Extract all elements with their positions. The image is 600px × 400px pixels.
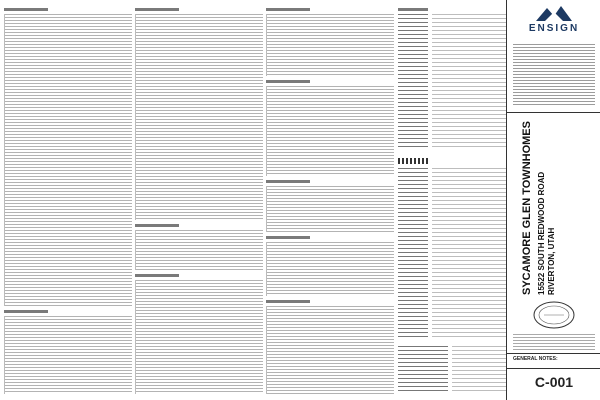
legend-symbols: [398, 168, 428, 338]
note-lines: [4, 316, 132, 394]
sheet-number: C-001: [534, 374, 574, 390]
project-city-state: RIVERTON, UTAH: [547, 227, 556, 295]
engineer-seal: [532, 300, 576, 335]
note-lines: [266, 86, 394, 176]
revision-block: [513, 334, 595, 352]
notes-area: [4, 8, 394, 396]
title-block: [506, 0, 600, 400]
logo-wordmark: ENSIGN: [528, 23, 580, 34]
notes-column: [4, 8, 132, 396]
legend-hatch-symbol: [398, 158, 428, 164]
note-lines: [266, 14, 394, 76]
abbreviation-list: [452, 346, 506, 394]
note-lines: [4, 14, 132, 306]
ensign-logo: [511, 4, 597, 40]
note-lines: [266, 306, 394, 394]
mountain-logo-icon: [534, 4, 574, 22]
note-lines: [266, 186, 394, 232]
note-lines: [135, 280, 263, 394]
project-street-address: 15522 SOUTH REDWOOD ROAD: [537, 171, 546, 295]
legend-symbols: [398, 14, 428, 148]
note-lines: [266, 242, 394, 296]
legend-column: [398, 8, 506, 396]
note-lines: [135, 14, 263, 220]
project-name: SYCAMORE GLEN TOWNHOMES: [521, 121, 533, 295]
notes-column: [135, 8, 263, 396]
legend-descriptions: [432, 14, 506, 148]
project-title: [521, 121, 587, 295]
legend-descriptions: [432, 168, 506, 338]
office-contact-block: [513, 44, 595, 106]
abbreviation-list: [398, 346, 448, 394]
seal-stamp-icon: [532, 300, 576, 330]
note-lines: [135, 230, 263, 270]
notes-column: [266, 8, 394, 396]
sheet-title: GENERAL NOTES:: [513, 356, 558, 362]
